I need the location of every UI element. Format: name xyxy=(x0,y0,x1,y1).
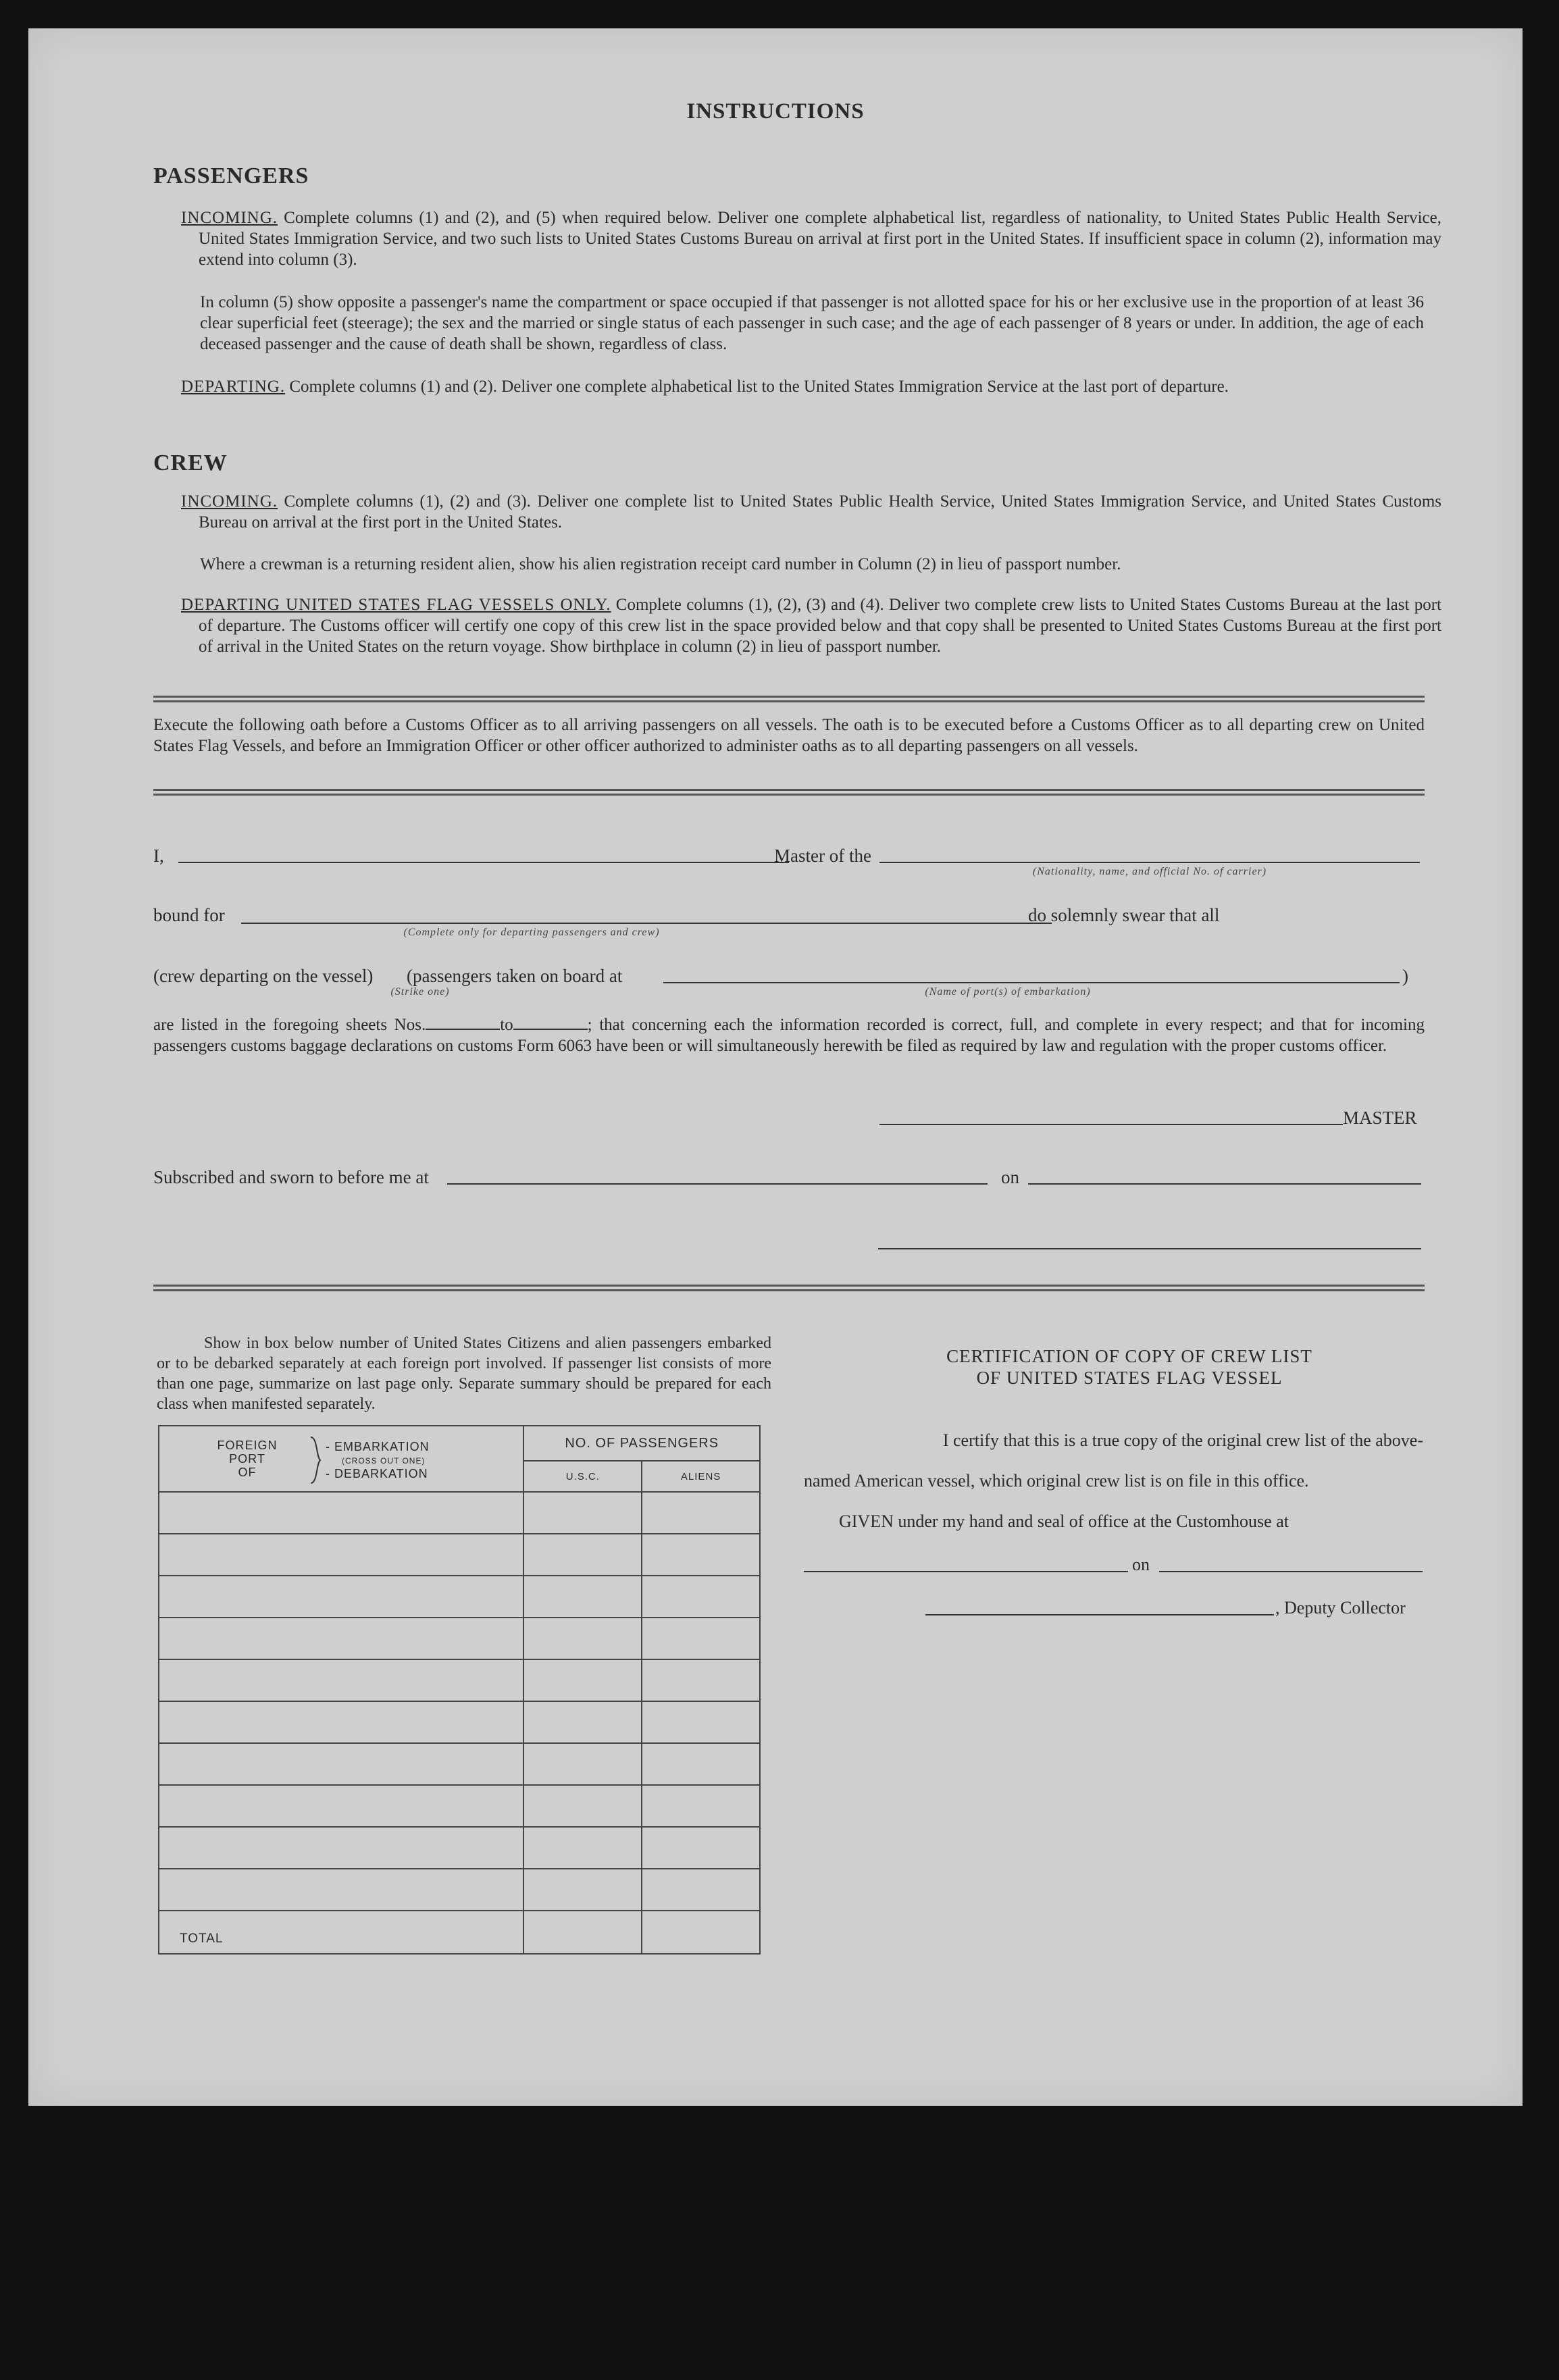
embarkation-port-field[interactable] xyxy=(663,982,1400,983)
close-paren: ) xyxy=(1402,966,1408,986)
master-of-the-label: Master of the xyxy=(774,846,871,866)
certification-given: GIVEN under my hand and seal of office at the Customhouse at xyxy=(839,1511,1289,1531)
of-label: OF xyxy=(238,1466,257,1479)
master-label: MASTER xyxy=(1343,1108,1417,1128)
port-cell[interactable] xyxy=(159,1827,523,1869)
port-cell[interactable] xyxy=(159,1701,523,1743)
deputy-collector-signature-field[interactable] xyxy=(925,1614,1274,1615)
crew-departing-text: Complete columns (1), (2), (3) and (4). Deliver two complete crew lists to United States Customs Bureau at the last port of departure. The Customs officer will certify one copy of this crew list in the space provided below and that copy shall be presented to United States Customs Bureau at the first port of arrival in the United States on the return voyage. Show birthplace in column (2) in lieu of passport number. xyxy=(199,596,1441,656)
port-label: PORT xyxy=(229,1452,265,1466)
passengers-departing-paragraph xyxy=(181,376,1441,397)
crew-heading: CREW xyxy=(153,450,228,475)
brace-icon xyxy=(308,1436,323,1484)
crew-departing-option[interactable]: (crew departing on the vessel) xyxy=(153,966,374,986)
listed-text-b: ; that concerning each the information recorded is correct, full, and complete in every respect; and that for incoming passengers customs baggage declarations on customs Form 6063 have been or will simultaneously herewith be filed as required by law and regulation with the proper customs officer. xyxy=(153,1016,1425,1055)
port-cell[interactable] xyxy=(159,1492,523,1534)
usc-cell[interactable] xyxy=(523,1701,642,1743)
crew-incoming-lead: INCOMING. xyxy=(181,492,278,511)
master-name-field[interactable] xyxy=(178,862,789,863)
usc-cell[interactable] xyxy=(523,1743,642,1785)
port-cell[interactable] xyxy=(159,1869,523,1911)
crew-departing-lead: DEPARTING UNITED STATES FLAG VESSELS ONLY. xyxy=(181,596,611,614)
aliens-cell[interactable] xyxy=(642,1534,760,1576)
summary-note: Show in box below number of United States Citizens and alien passengers embarked or to be debarked separately at each foreign port involved. If passenger list consists of more than one page, summarize on last page only. Separate summary should be prepared for each class when manifested separately. xyxy=(157,1335,771,1413)
passengers-departing-lead: DEPARTING. xyxy=(181,378,286,396)
foreign-label: FOREIGN xyxy=(217,1439,278,1452)
divider xyxy=(153,696,1425,702)
sworn-on-label: on xyxy=(1001,1167,1019,1187)
embarkation-option[interactable]: - EMBARKATION xyxy=(326,1440,430,1453)
usc-cell[interactable] xyxy=(523,1492,642,1534)
port-cell[interactable] xyxy=(159,1576,523,1618)
officer-signature-field[interactable] xyxy=(878,1248,1421,1249)
usc-total-cell[interactable] xyxy=(523,1911,642,1954)
aliens-cell[interactable] xyxy=(642,1659,760,1701)
page-title: INSTRUCTIONS xyxy=(686,99,865,124)
aliens-cell[interactable] xyxy=(642,1827,760,1869)
sworn-date-field[interactable] xyxy=(1028,1183,1421,1185)
aliens-cell[interactable] xyxy=(642,1618,760,1659)
crew-crewman-paragraph: Where a crewman is a returning resident alien, show his alien registration receipt card number in Column (2) in lieu of passport number. xyxy=(200,555,1121,573)
oath-note: Execute the following oath before a Customs Officer as to all arriving passengers on all vessels. The oath is to be executed before a Customs Officer as to all departing crew on United States Flag Vessels, and before an Immigration Officer or other officer authorized to administer oaths as to all departing passengers on all vessels. xyxy=(153,716,1425,755)
usc-cell[interactable] xyxy=(523,1869,642,1911)
certification-title-line2: OF UNITED STATES FLAG VESSEL xyxy=(976,1368,1283,1388)
foreign-port-of-label xyxy=(200,1439,295,1479)
customhouse-field[interactable] xyxy=(804,1571,1128,1572)
crew-departing-paragraph xyxy=(181,594,1441,657)
master-signature-field[interactable] xyxy=(879,1124,1343,1125)
cross-out-note: (CROSS OUT ONE) xyxy=(342,1456,426,1466)
passengers-incoming-lead: INCOMING. xyxy=(181,209,278,227)
listed-to: to xyxy=(500,1016,513,1034)
carrier-caption: (Nationality, name, and official No. of carrier) xyxy=(1032,866,1267,877)
subscribed-label: Subscribed and sworn to before me at xyxy=(153,1167,429,1187)
total-label: TOTAL xyxy=(180,1932,224,1946)
usc-header: U.S.C. xyxy=(523,1461,642,1492)
aliens-cell[interactable] xyxy=(642,1869,760,1911)
sworn-place-field[interactable] xyxy=(447,1183,988,1185)
bound-for-label: bound for xyxy=(153,905,225,925)
passengers-incoming-paragraph xyxy=(181,207,1441,270)
usc-cell[interactable] xyxy=(523,1785,642,1827)
deputy-collector-label: , Deputy Collector xyxy=(1275,1598,1406,1618)
usc-cell[interactable] xyxy=(523,1618,642,1659)
crew-incoming-paragraph xyxy=(181,491,1441,533)
passengers-incoming-text: Complete columns (1) and (2), and (5) when required below. Deliver one complete alphabetical list, regardless of nationality, to United States Public Health Service, United States Immigration Service, and two such lists to United States Customs Bureau on arrival at first port in the United States. If insufficient space in column (2), information may extend into column (3). xyxy=(199,209,1441,269)
sheet-from-field[interactable] xyxy=(426,1029,500,1030)
usc-cell[interactable] xyxy=(523,1659,642,1701)
oath-i-label: I, xyxy=(153,846,164,866)
port-cell[interactable] xyxy=(159,1659,523,1701)
divider xyxy=(153,1285,1425,1291)
aliens-cell[interactable] xyxy=(642,1492,760,1534)
aliens-cell[interactable] xyxy=(642,1576,760,1618)
form-page xyxy=(28,28,1523,2106)
passengers-heading: PASSENGERS xyxy=(153,163,309,188)
usc-cell[interactable] xyxy=(523,1534,642,1576)
debarkation-option[interactable]: - DEBARKATION xyxy=(326,1467,428,1480)
no-of-passengers-header: NO. OF PASSENGERS xyxy=(523,1426,760,1461)
swear-label: do solemnly swear that all xyxy=(1028,905,1220,925)
passenger-tally-table xyxy=(158,1425,761,1955)
aliens-header: ALIENS xyxy=(642,1461,760,1492)
port-cell[interactable] xyxy=(159,1785,523,1827)
total-label-cell xyxy=(159,1911,523,1954)
aliens-cell[interactable] xyxy=(642,1701,760,1743)
bound-for-field[interactable] xyxy=(241,923,1052,924)
passengers-column5-paragraph: In column (5) show opposite a passenger's name the compartment or space occupied if that passenger is not allotted space for his or her exclusive use in the proportion of at least 36 clear superficial feet (steerage); the sex and the married or single status of each passenger in such case; and the age of each passenger of 8 years or under. In addition, the age of each deceased passenger and the cause of death shall be shown, regardless of class. xyxy=(200,293,1424,353)
sheet-to-field[interactable] xyxy=(513,1029,588,1030)
port-caption: (Name of port(s) of embarkation) xyxy=(925,986,1091,998)
certification-body-line2: named American vessel, which original crew list is on file in this office. xyxy=(804,1471,1309,1491)
listed-paragraph xyxy=(153,1014,1425,1056)
strike-one-caption: (Strike one) xyxy=(390,986,450,998)
crew-incoming-text: Complete columns (1), (2) and (3). Deliver one complete list to United States Public Health Service, United States Immigration Service, and United States Customs Bureau on arrival at the first port in the United States. xyxy=(199,492,1441,532)
usc-cell[interactable] xyxy=(523,1827,642,1869)
port-cell[interactable] xyxy=(159,1534,523,1576)
divider xyxy=(153,789,1425,796)
passengers-taken-option[interactable]: (passengers taken on board at xyxy=(407,966,623,986)
certification-on-label: on xyxy=(1132,1555,1150,1574)
aliens-cell[interactable] xyxy=(642,1743,760,1785)
aliens-total-cell[interactable] xyxy=(642,1911,760,1954)
certification-body-line1: I certify that this is a true copy of the original crew list of the above- xyxy=(942,1430,1423,1450)
port-header-cell xyxy=(159,1426,523,1492)
aliens-cell[interactable] xyxy=(642,1785,760,1827)
certification-title-line1: CERTIFICATION OF COPY OF CREW LIST xyxy=(946,1346,1312,1366)
passengers-departing-text: Complete columns (1) and (2). Deliver one complete alphabetical list to the United States Immigration Service at the last port of departure. xyxy=(285,378,1229,396)
certification-date-field[interactable] xyxy=(1159,1571,1423,1572)
usc-cell[interactable] xyxy=(523,1576,642,1618)
bound-for-caption: (Complete only for departing passengers and crew) xyxy=(403,927,660,938)
port-cell[interactable] xyxy=(159,1618,523,1659)
port-cell[interactable] xyxy=(159,1743,523,1785)
carrier-field[interactable] xyxy=(879,862,1420,863)
listed-text-a: are listed in the foregoing sheets Nos. xyxy=(153,1016,426,1034)
certification-title xyxy=(805,1345,1454,1389)
